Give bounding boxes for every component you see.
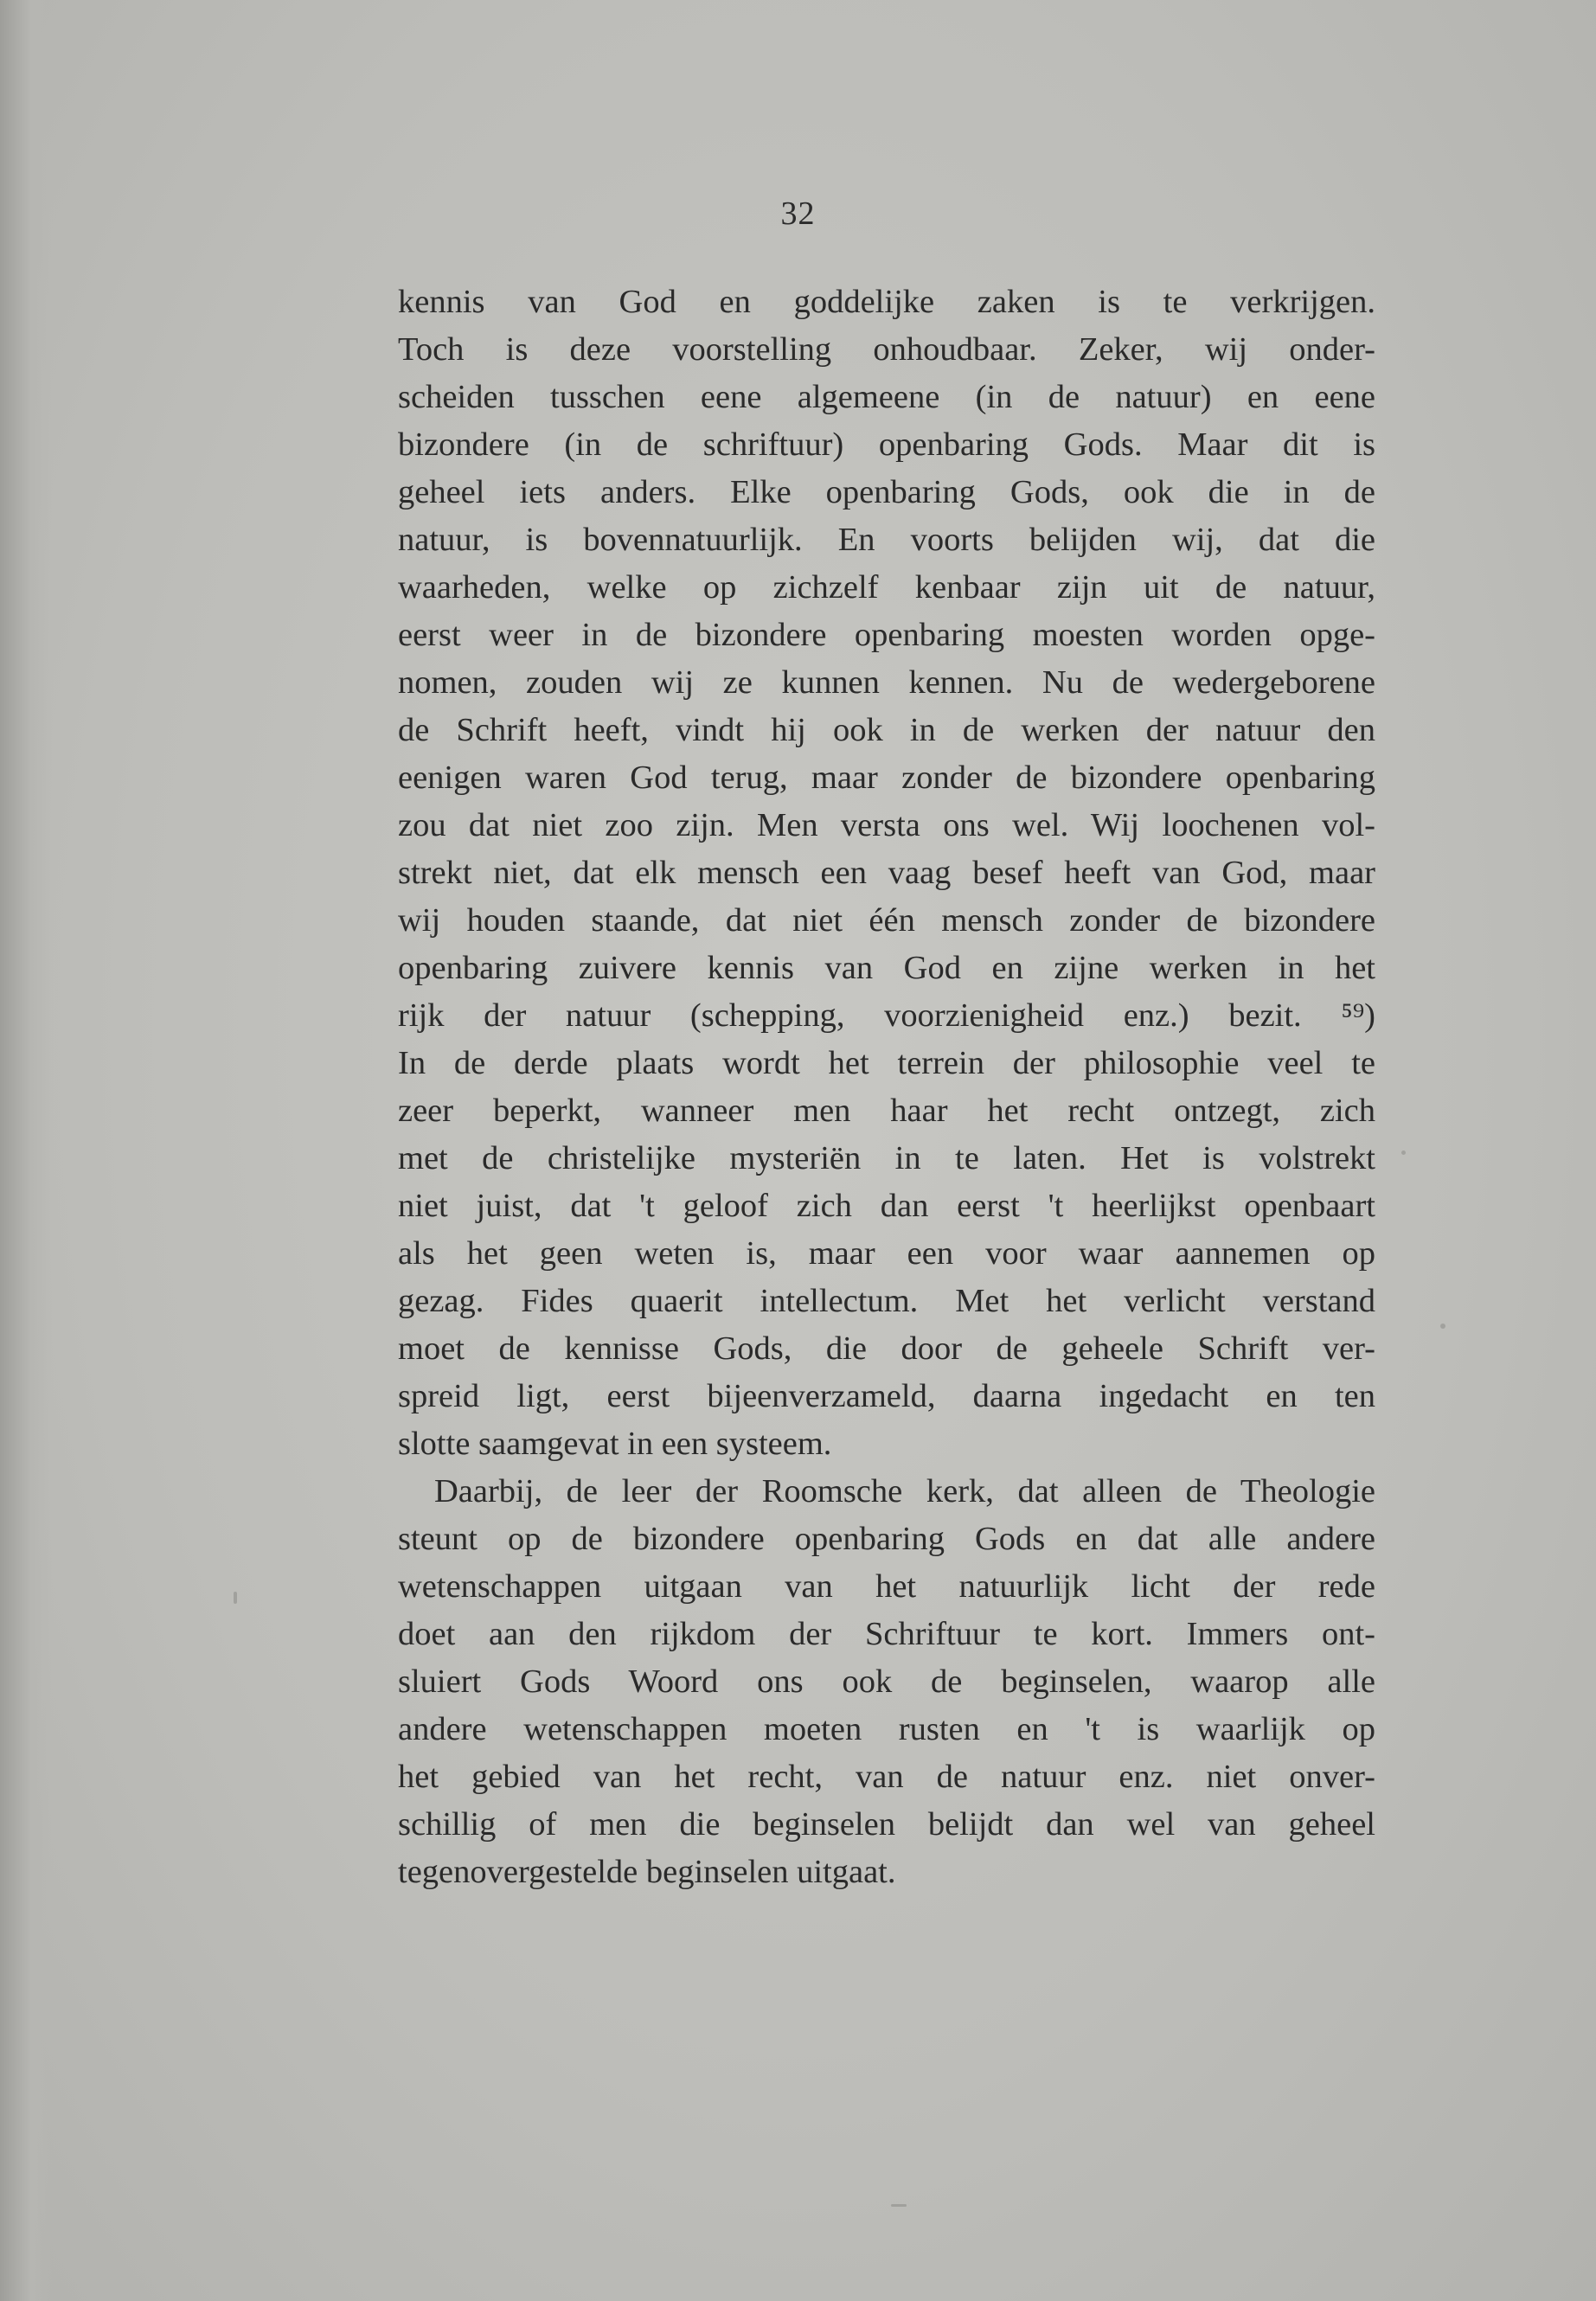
text-line: zou dat niet zoo zijn. Men versta ons wel. Wij loochenen vol- xyxy=(398,807,1375,843)
text-line: eerst weer in de bizondere openbaring moesten worden opge- xyxy=(398,617,1375,653)
text-line: steunt op de bizondere openbaring Gods en dat alle andere xyxy=(398,1521,1375,1557)
paper-speck xyxy=(891,2204,907,2207)
text-line: wij houden staande, dat niet één mensch zonder de bizondere xyxy=(398,902,1375,939)
text-line: strekt niet, dat elk mensch een vaag besef heeft van God, maar xyxy=(398,855,1375,891)
text-line: andere wetenschappen moeten rusten en 't is waarlijk op xyxy=(398,1711,1375,1747)
paper-speck xyxy=(234,1592,237,1604)
text-line: scheiden tusschen eene algemeene (in de natuur) en eene xyxy=(398,379,1375,415)
text-line: waarheden, welke op zichzelf kenbaar zijn uit de natuur, xyxy=(398,569,1375,606)
text-line: als het geen weten is, maar een voor waar aannemen op xyxy=(398,1235,1375,1272)
text-line: In de derde plaats wordt het terrein der philosophie veel te xyxy=(398,1045,1375,1081)
paper-speck xyxy=(1440,1324,1445,1329)
text-line: de Schrift heeft, vindt hij ook in de werken der natuur den xyxy=(398,712,1375,748)
text-line: rijk der natuur (schepping, voorzienigheid enz.) bezit. ⁵⁹) xyxy=(398,997,1375,1034)
text-line: tegenovergestelde beginselen uitgaat. xyxy=(398,1854,896,1890)
text-line: eenigen waren God terug, maar zonder de bizondere openbaring xyxy=(398,760,1375,796)
text-line: spreid ligt, eerst bijeenverzameld, daarna ingedacht en ten xyxy=(398,1378,1375,1414)
text-line: met de christelijke mysteriën in te laten. Het is volstrekt xyxy=(398,1140,1375,1176)
paragraph-2 xyxy=(398,1468,1375,1896)
text-line: sluiert Gods Woord ons ook de beginselen, waarop alle xyxy=(398,1663,1375,1700)
text-line: Daarbij, de leer der Roomsche kerk, dat alleen de Theologie xyxy=(434,1473,1375,1509)
text-line: moet de kennisse Gods, die door de geheele Schrift ver- xyxy=(398,1330,1375,1367)
text-line: natuur, is bovennatuurlijk. En voorts belijden wij, dat die xyxy=(398,522,1375,558)
text-line: schillig of men die beginselen belijdt dan wel van geheel xyxy=(398,1806,1375,1843)
text-line: openbaring zuivere kennis van God en zijne werken in het xyxy=(398,950,1375,986)
text-line: kennis van God en goddelijke zaken is te verkrijgen. xyxy=(398,284,1375,320)
text-line: doet aan den rijkdom der Schriftuur te kort. Immers ont- xyxy=(398,1616,1375,1652)
text-line: slotte saamgevat in een systeem. xyxy=(398,1426,832,1462)
text-line: niet juist, dat 't geloof zich dan eerst 't heerlijkst openbaart xyxy=(398,1188,1375,1224)
text-line: het gebied van het recht, van de natuur enz. niet onver- xyxy=(398,1759,1375,1795)
text-line: wetenschappen uitgaan van het natuurlijk licht der rede xyxy=(398,1568,1375,1605)
text-line: bizondere (in de schriftuur) openbaring Gods. Maar dit is xyxy=(398,426,1375,463)
body-text xyxy=(398,279,1375,1896)
text-line: Toch is deze voorstelling onhoudbaar. Zeker, wij onder- xyxy=(398,331,1375,368)
paragraph-1 xyxy=(398,279,1375,1468)
text-line: nomen, zouden wij ze kunnen kennen. Nu de wedergeborene xyxy=(398,664,1375,701)
page-number: 32 xyxy=(780,195,816,232)
paper-speck xyxy=(1401,1150,1406,1155)
text-line: geheel iets anders. Elke openbaring Gods, ook die in de xyxy=(398,474,1375,510)
text-line: gezag. Fides quaerit intellectum. Met het verlicht verstand xyxy=(398,1283,1375,1319)
text-line: zeer beperkt, wanneer men haar het recht ontzegt, zich xyxy=(398,1093,1375,1129)
binding-edge xyxy=(0,0,52,2301)
